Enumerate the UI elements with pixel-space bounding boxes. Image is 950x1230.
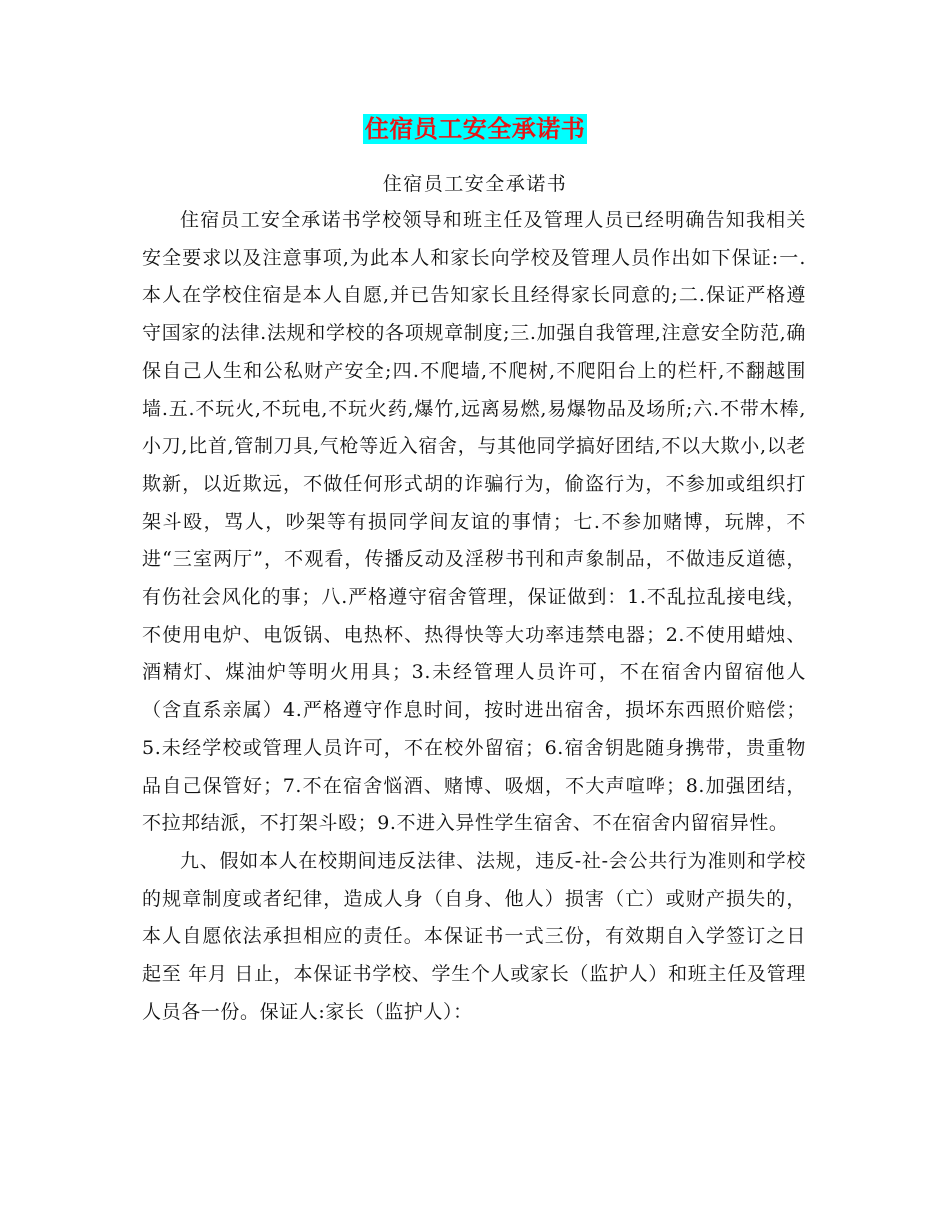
paragraph-2: 九、假如本人在校期间违反法律、法规，违反-社-会公共行为准则和学校的规章制度或者纪律，造成人身（自身、他人）损害（亡）或财产损失的，本人自愿依法承担相应的责任。本保证书一式三份，有效期自入学签订之日起至 年月 日止，本保证书学校、学生个人或家长（监护人）和班主任及管理人员各一份。保证人:家长（监护人）： [142,849,806,1023]
title-container [0,114,950,144]
document-body [142,202,806,1031]
paragraph-1: 住宿员工安全承诺书学校领导和班主任及管理人员已经明确告知我相关安全要求以及注意事项,为此本人和家长向学校及管理人员作出如下保证:一.本人在学校住宿是本人自愿,并已告知家长且经得家长同意的;二.保证严格遵守国家的法律.法规和学校的各项规章制度;三.加强自我管理,注意安全防范,确保自己人生和公私财产安全;四.不爬墙,不爬树,不爬阳台上的栏杆,不翻越围墙.五.不玩火,不玩电,不玩火药,爆竹,远离易燃,易爆物品及场所;六.不带木棒,小刀,比首,管制刀具,气枪等近入宿舍，与其他同学搞好团结,不以大欺小,以老欺新，以近欺远，不做任何形式胡的诈骗行为，偷盗行为，不参加或组织打架斗殴，骂人，吵架等有损同学间友谊的事情；七.不参加赌博，玩牌，不进“三室两厅”，不观看，传播反动及淫秽书刊和声象制品，不做违反道德，有伤社会风化的事；八.严格遵守宿舍管理，保证做到：1.不乱拉乱接电线，不使用电炉、电饭锅、电热杯、热得快等大功率违禁电器；2.不使用蜡烛、酒精灯、煤油炉等明火用具；3.未经管理人员许可，不在宿舍内留宿他人（含直系亲属）4.严格遵守作息时间，按时进出宿舍，损坏东西照价赔偿；5.未经学校或管理人员许可，不在校外留宿；6.宿舍钥匙随身携带，贵重物品自己保管好；7.不在宿舍悩酒、赌博、吸烟，不大声喧哗；8.加强团结，不拉邦结派，不打架斗殴；9.不进入异性学生宿舍、不在宿舍内留宿异性。 [142,209,806,835]
document-title: 住宿员工安全承诺书 [364,115,586,143]
document-subtitle: 住宿员工安全承诺书 [382,173,568,195]
